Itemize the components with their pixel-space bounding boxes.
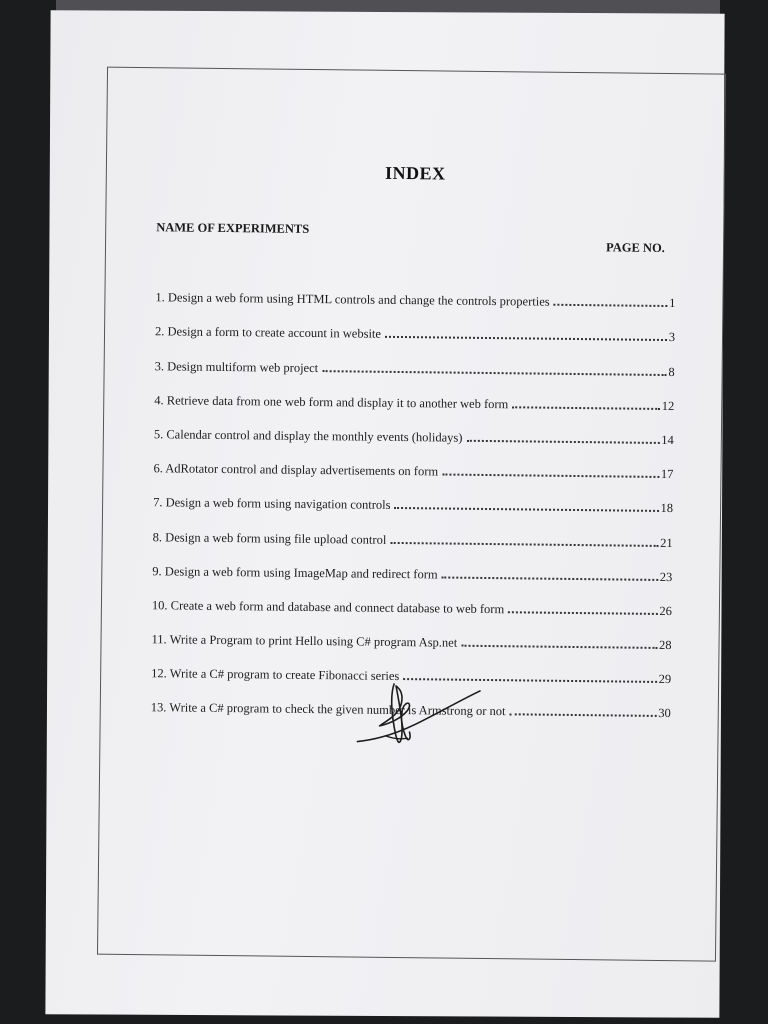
page-number: 14 [661,432,674,448]
page-number: 23 [659,569,673,584]
page-number: 12 [661,398,675,413]
experiment-row [155,271,675,311]
page-number: 21 [660,535,673,550]
experiment-title: 5. Calendar control and display the monthly events (holidays) [153,427,463,445]
dot-leader [509,713,656,718]
dot-leader [512,405,659,410]
document-page [45,10,724,1018]
page-number: 30 [658,706,671,721]
page-number: 17 [660,467,674,482]
dot-leader [322,369,666,376]
page-number-column-header: PAGE NO. [605,240,665,255]
experiment-title: 13. Write a C# program to check the given number is Armstrong or not [150,700,506,719]
dot-leader [461,644,657,649]
experiment-title: 9. Design a web form using ImageMap and redirect form [152,563,438,582]
experiment-title: 12. Write a C# program to create Fibonacci series [151,666,400,684]
index-title: INDEX [384,162,446,184]
dot-leader [442,473,659,478]
page-number: 3 [668,330,676,345]
page-number: 1 [669,296,676,311]
page-number: 8 [668,364,675,379]
experiment-title: 6. AdRotator control and display advertisements on form [153,461,439,479]
experiment-title: 4. Retrieve data from one web form and display it to another web form [154,392,509,411]
page-border [97,67,726,962]
experiment-row [152,579,672,619]
experiment-title: 11. Write a Program to print Hello using C# program Asp.net [151,632,458,650]
page-number: 29 [658,672,672,687]
page-number: 18 [660,501,674,516]
experiment-title: 8. Design a web form using file upload control [152,529,387,547]
experiment-row [154,408,674,448]
experiment-row [153,476,673,516]
experiment-title: 3. Design multiform web project [154,358,319,375]
experiment-row [152,545,672,585]
experiment-list [151,271,676,721]
experiment-row [151,613,671,653]
experiment-row [154,374,674,414]
dot-leader [442,575,658,580]
experiment-row [153,442,673,482]
experiments-column-header: NAME OF EXPERIMENTS [156,220,310,236]
dot-leader [385,335,667,341]
experiment-title: 10. Create a web form and database and connect database to web form [151,598,505,617]
dot-leader [466,439,659,444]
dot-leader [554,303,668,307]
dot-leader [508,610,657,615]
page-number: 26 [659,603,672,618]
experiment-title: 1. Design a web form using HTML controls and change the controls properties [155,290,550,309]
experiment-title: 7. Design a web form using navigation controls [153,495,391,513]
experiment-row [153,511,673,551]
experiment-row [155,340,675,380]
page-number: 28 [658,638,672,653]
handwritten-signature [355,676,486,752]
experiment-row [155,305,675,345]
dot-leader [395,506,659,512]
experiment-title: 2. Design a form to create account in website [154,324,382,342]
dot-leader [390,540,658,546]
